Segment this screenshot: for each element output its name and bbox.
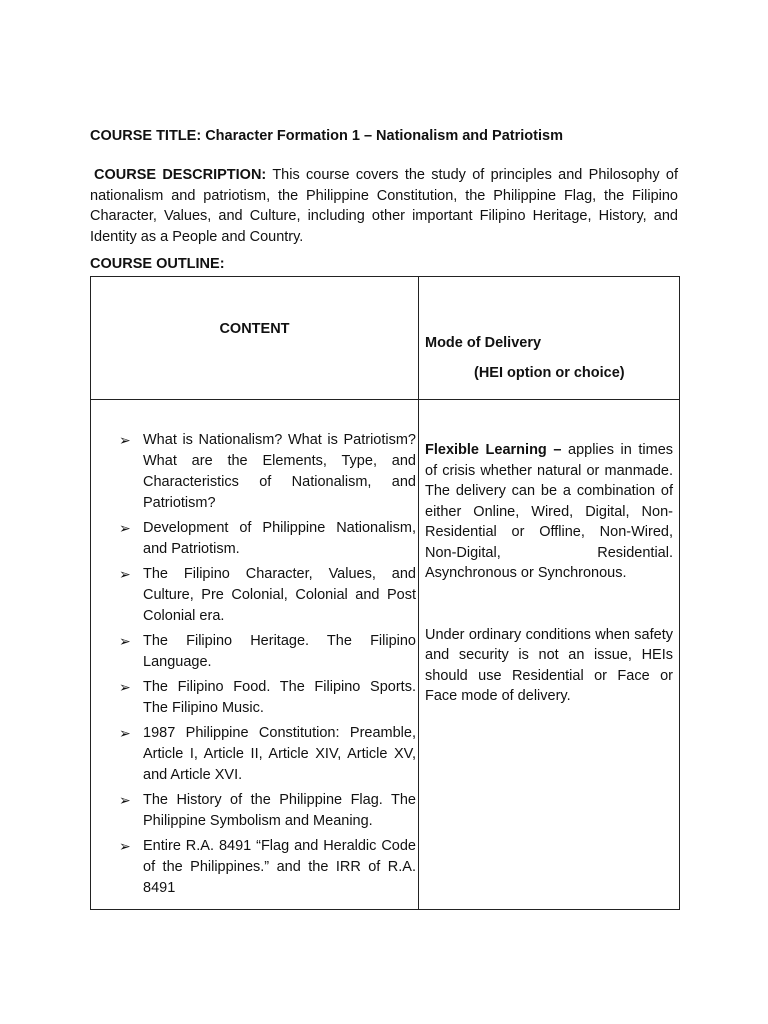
arrow-bullet-icon: ➢ — [119, 520, 131, 536]
table-header-row — [91, 277, 680, 400]
mode-header — [419, 277, 680, 400]
arrow-bullet-icon: ➢ — [119, 792, 131, 808]
mode-header-label: Mode of Delivery — [425, 335, 542, 351]
arrow-bullet-icon: ➢ — [119, 679, 131, 695]
list-item — [119, 564, 416, 627]
ordinary-conditions-paragraph: Under ordinary conditions when safety and security is not an issue, HEIs should use Residential or Face or Face mode of delivery. — [425, 626, 673, 704]
content-header-label: CONTENT — [219, 321, 290, 337]
arrow-bullet-icon: ➢ — [119, 566, 131, 582]
topic-text: The Filipino Food. The Filipino Sports. The Filipino Music. — [143, 679, 416, 716]
flexible-learning-label: Flexible Learning – — [425, 442, 562, 458]
course-outline-label: COURSE OUTLINE: — [90, 256, 225, 272]
course-title — [90, 128, 563, 144]
content-cell — [91, 400, 419, 910]
course-title-label: COURSE TITLE: — [90, 128, 202, 144]
arrow-bullet-icon: ➢ — [119, 432, 131, 448]
course-description — [90, 165, 678, 247]
list-item — [119, 790, 416, 832]
topic-text: The Filipino Heritage. The Filipino Language. — [143, 633, 416, 670]
list-item — [119, 677, 416, 719]
topic-text: The History of the Philippine Flag. The Philippine Symbolism and Meaning. — [143, 792, 416, 829]
list-item — [119, 430, 416, 514]
flexible-learning-text: applies in times of crisis whether natural or manmade. The delivery can be a combination of either Online, Wired, Digital, Non-Residential or Offline, Non-Wired, Non-Digital, Residential. Asynchronous or Synchronous. — [425, 442, 674, 581]
topic-text: The Filipino Character, Values, and Culture, Pre Colonial, Colonial and Post Colonial era. — [143, 566, 416, 624]
list-item — [119, 631, 416, 673]
mode-cell — [419, 400, 680, 910]
course-description-text: This course covers the study of principles and Philosophy of nationalism and patriotism, the Philippine Constitution, the Philippine Flag, the Filipino Character, Values, and Culture, including other important Filipino Heritage, History, and Identity as a People and Country. — [90, 167, 678, 245]
arrow-bullet-icon: ➢ — [119, 725, 131, 741]
content-header — [91, 277, 419, 400]
arrow-bullet-icon: ➢ — [119, 633, 131, 649]
mode-header-sub: (HEI option or choice) — [474, 365, 625, 381]
topic-text: Development of Philippine Nationalism, and Patriotism. — [143, 520, 416, 557]
topic-text: What is Nationalism? What is Patriotism? What are the Elements, Type, and Characteristics of Nationalism, and Patriotism? — [143, 432, 416, 511]
flexible-learning-paragraph — [425, 440, 673, 584]
list-item — [119, 836, 416, 899]
topic-text: Entire R.A. 8491 “Flag and Heraldic Code of the Philippines.” and the IRR of R.A. 8491 — [143, 838, 416, 896]
course-outline-table — [90, 276, 680, 910]
topic-list — [119, 430, 416, 899]
topic-text: 1987 Philippine Constitution: Preamble, Article I, Article II, Article XIV, Article XV, and Article XVI. — [143, 725, 416, 783]
list-item — [119, 518, 416, 560]
list-item — [119, 723, 416, 786]
table-body-row — [91, 400, 680, 910]
course-description-label: COURSE DESCRIPTION: — [94, 167, 267, 183]
arrow-bullet-icon: ➢ — [119, 838, 131, 854]
course-title-value: Character Formation 1 – Nationalism and Patriotism — [205, 128, 563, 144]
